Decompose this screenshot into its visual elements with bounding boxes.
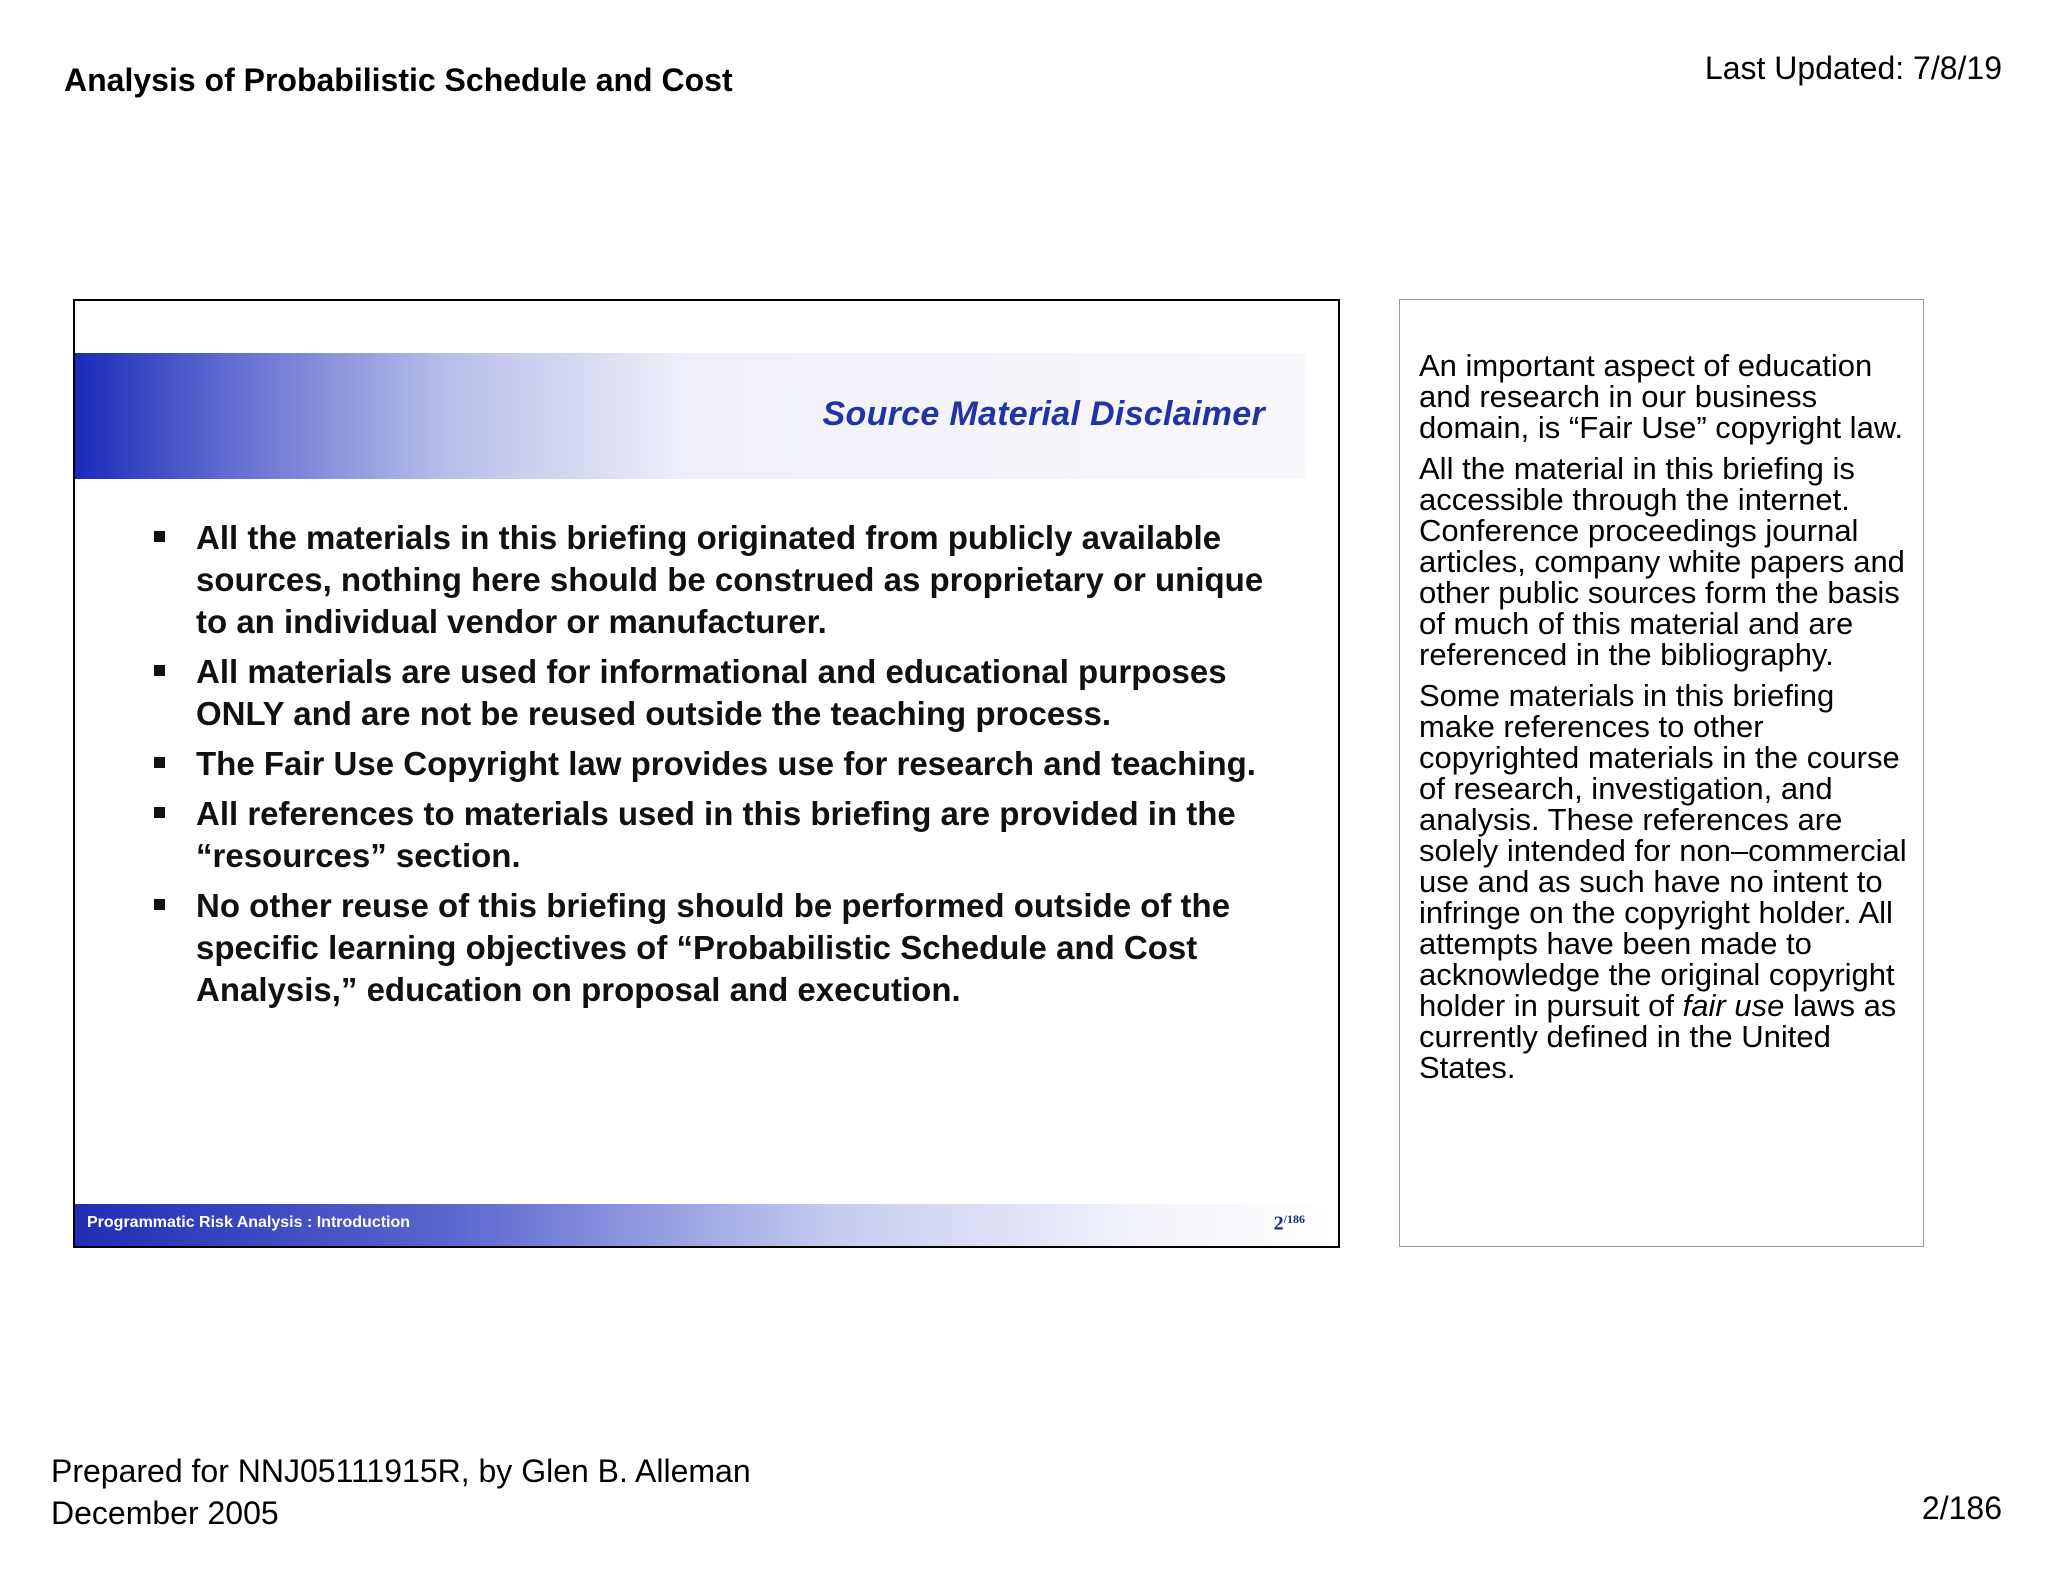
slide-footer-label: Programmatic Risk Analysis : Introduction	[87, 1214, 411, 1231]
bullet-square-icon	[154, 807, 165, 818]
slide-bullet-text: All materials are used for informational and educational purposes ONLY and are not be reused outside the teaching process.	[196, 653, 1227, 732]
speaker-notes-box	[1399, 299, 1924, 1247]
bullet-square-icon	[154, 899, 165, 910]
notes-text: Some materials in this briefing make references to other copyrighted materials in the course of research, investigation, and analysis. These references are solely intended for non–commercial use and as such have no intent to infringe on the copyright holder. All attempts have been made to acknowledge the original copyright holder in pursuit of	[1419, 678, 1907, 1023]
notes-paragraph	[1419, 680, 1914, 1083]
bullet-square-icon	[154, 531, 165, 542]
slide-bullet-item	[150, 793, 1300, 877]
page-number: 2/186	[1921, 1490, 2002, 1526]
prepared-for-line: Prepared for NNJ05111915R, by Glen B. Alleman	[51, 1453, 751, 1489]
slide-page-current: 2	[1273, 1212, 1284, 1235]
document-title: Analysis of Probabilistic Schedule and Cost	[64, 62, 733, 98]
slide-thumbnail	[73, 299, 1340, 1248]
notes-emphasis: fair use	[1682, 988, 1785, 1023]
notes-paragraph: An important aspect of education and research in our business domain, is “Fair Use” copyright law.	[1419, 348, 1904, 445]
prepared-date: December 2005	[51, 1495, 279, 1531]
notes-paragraph: All the material in this briefing is accessible through the internet. Conference proceedings journal articles, company white papers and other public sources form the basis of much of this material and are referenced in the bibliography.	[1419, 451, 1905, 672]
slide-page-total: /186	[1283, 1212, 1305, 1226]
slide-page-number	[1274, 1212, 1305, 1235]
prepared-for-block	[51, 1450, 751, 1534]
slide-title: Source Material Disclaimer	[822, 395, 1265, 433]
slide-header-band	[75, 353, 1305, 479]
slide-bullet-list	[150, 517, 1300, 1019]
speaker-notes-text	[1419, 350, 1914, 1093]
slide-bullet-item	[150, 885, 1300, 1011]
slide-bullet-text: The Fair Use Copyright law provides use for research and teaching.	[196, 745, 1256, 782]
last-updated-date: Last Updated: 7/8/19	[1704, 50, 2002, 86]
slide-bullet-text: All the materials in this briefing originated from publicly available sources, nothing here should be construed as proprietary or unique to an individual vendor or manufacturer.	[196, 519, 1264, 640]
notes-text: laws as currently defined in the United States.	[1419, 988, 1897, 1085]
bullet-square-icon	[154, 757, 165, 768]
slide-bullet-text: No other reuse of this briefing should be performed outside of the specific learning objectives of “Probabilistic Schedule and Cost Analysis,” education on proposal and execution.	[196, 887, 1231, 1008]
slide-bullet-item	[150, 743, 1300, 785]
slide-bullet-text: All references to materials used in this briefing are provided in the “resources” section.	[196, 795, 1236, 874]
bullet-square-icon	[154, 665, 165, 676]
slide-bullet-item	[150, 651, 1300, 735]
slide-bullet-item	[150, 517, 1300, 643]
slide-footer-band	[75, 1204, 1338, 1246]
